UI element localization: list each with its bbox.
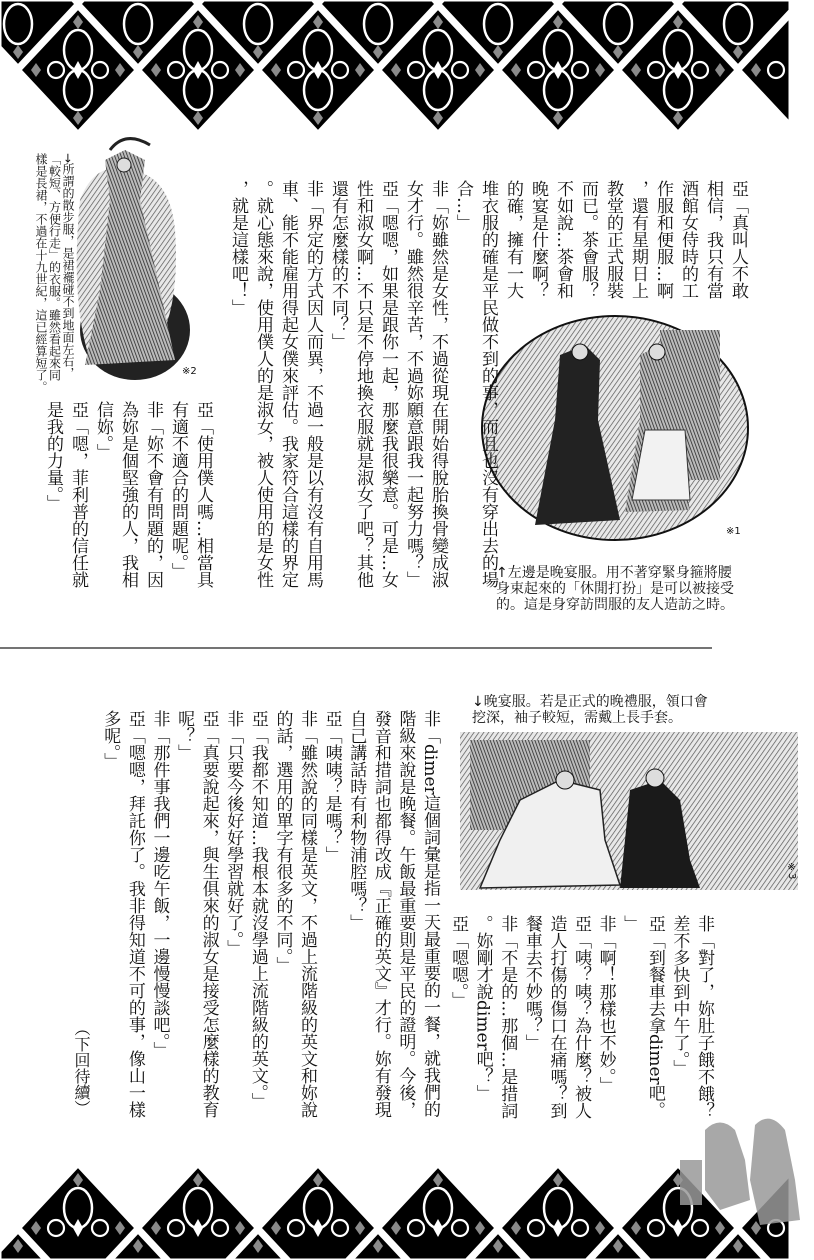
text-line: 有適不適合的問題呢。」 (168, 401, 188, 580)
text-line: 亞「到餐車去拿dimer吧。 (644, 915, 665, 1119)
text-line: 非「雖然說的同樣是英文，不過上流階級的英文和妳說 (297, 710, 318, 1118)
text-line: →所謂的散步服，是裙襬碰不到地面左右， (61, 153, 75, 380)
text-line: ，還有星期日上 (628, 180, 648, 299)
text-line: 的確，擁有一大 (503, 180, 523, 299)
text-line: 。就心態來說，使用僕人的是淑女，被人使用的是女性 (253, 180, 273, 588)
text-line: 教堂的正式服裝 (603, 180, 623, 299)
text-line: 餐車去不妙嗎？」 (521, 915, 542, 1051)
dinner-dress-illustration (460, 732, 798, 890)
dialogue-bottom-left (98, 710, 442, 1118)
caption-dinner-dress (472, 694, 708, 726)
text-line: 信妳。」 (93, 401, 113, 461)
text-line: 相信，我只有當 (703, 180, 723, 299)
text-line: 非「不是的…那個…是措詞 (497, 915, 518, 1119)
text-line: 是我的力量。」 (43, 401, 63, 512)
text-line: 非「只要今後好好學習就好了。」 (223, 710, 244, 957)
walking-dress-illustration (77, 139, 190, 380)
text-line: 階級來說是晚餐。午飯最重要則是平民的證明。今後， (395, 710, 416, 1118)
text-line: 多呢。」 (100, 710, 121, 770)
text-line: 亞「咦咦？是嗎？」 (321, 710, 342, 863)
text-line: 造人打傷的傷口在痛嗎？到 (546, 915, 567, 1119)
text-line: 還有怎麼樣的不同？」 (328, 180, 348, 350)
text-line: 亞「嗯嗯，拜託你了。我非得知道不可的事，像山一樣 (124, 710, 145, 1118)
text-line: 亞「我都不知道…我根本就沒學過上流階級的英文。」 (247, 710, 268, 1110)
text-line: ↓晚宴服。若是正式的晚禮服，領口會 (472, 694, 708, 710)
text-line: 非「妳不會有問題的，因 (143, 401, 163, 588)
text-line: 亞「嗯，菲利普的信任就 (68, 401, 88, 588)
text-line: 亞「真要說起來，與生俱來的淑女是接受怎麼樣的教育 (198, 710, 219, 1118)
text-line: 非「界定的方式因人而異，不過一般是以有沒有自用馬 (303, 180, 323, 588)
text-line: 亞「嗯嗯，如果是跟你一起，那麼我很樂意。可是…女 (378, 180, 398, 588)
text-line: 而已。茶會服？ (578, 180, 598, 299)
text-line: 車、能不能雇用得起女僕來評估。我家符合這樣的界定 (278, 180, 298, 588)
text-line: 酒館女侍時的工 (678, 180, 698, 299)
dialogue-top (225, 180, 750, 588)
text-line: 不如說…茶會和 (553, 180, 573, 299)
text-line: 的話，選用的單字有很多的不同。」 (272, 710, 293, 974)
note-marker-1: ※1 (726, 526, 741, 537)
dialogue-top-left (40, 401, 215, 588)
text-line: 樣是長裙，不過在十九世紀，這已經算短了。 (34, 153, 48, 393)
text-line: 發音和措詞也都得改成『正確的英文』才行。妳有發現 (370, 710, 391, 1118)
text-line: ↑左邊是晚宴服。用不著穿緊身箍將腰 (496, 565, 732, 581)
to-be-continued: （下回待續） (72, 1020, 91, 1116)
text-line: 「較短、方便行走」的衣服。雖然看起來同 (47, 153, 62, 381)
text-line: 呢？」 (174, 710, 195, 761)
text-line: 非「妳雖然是女性，不過從現在開始得脫胎換骨變成淑 (428, 180, 448, 588)
text-line: 非「對了，妳肚子餓不餓？ (694, 915, 714, 1119)
text-line: 差不多快到中午了。」 (669, 915, 690, 1077)
watermark-silhouette (680, 1119, 800, 1225)
text-line: 非「那件事我們一邊吃午飯，一邊慢慢談吧。」 (149, 710, 170, 1059)
text-line: 晚宴是什麼啊？ (528, 180, 548, 299)
text-line: 」 (620, 915, 641, 932)
text-line: 。妳剛才說dimer吧？」 (472, 915, 493, 1102)
text-line: 的。這是身穿訪問服的友人造訪之時。 (496, 597, 734, 613)
text-line: 作服和便服…啊 (653, 180, 673, 299)
text-line: 亞「使用僕人嗎…相當具 (193, 401, 213, 588)
text-line: 挖深，袖子較短，需戴上長手套。 (472, 710, 682, 726)
text-line: 身束起來的「休閒打扮」是可以被接受 (496, 581, 734, 597)
text-line: 亞「嗯嗯。」 (448, 915, 469, 1009)
text-line: 堆衣服的確是平民做不到的事，而且也沒有穿出去的場 (478, 180, 498, 588)
text-line: 非「啊！那樣也不妙。」 (595, 915, 616, 1094)
text-line: 亞「真叫人不敢 (728, 180, 748, 299)
text-line: 合…」 (453, 180, 473, 231)
caption-evening-visit (496, 565, 734, 613)
text-line: 為妳是個堅強的人，我相 (118, 401, 138, 588)
dialogue-bottom-right (445, 915, 716, 1119)
text-line: 自己講話時有利物浦腔嗎？」 (346, 710, 367, 931)
text-line: 亞「咦？咦？為什麼？被人 (571, 915, 592, 1119)
note-marker-2: ※2 (182, 366, 197, 377)
caption-walking-dress (34, 153, 75, 393)
text-line: 女才行。雖然很辛苦，不過妳願意跟我一起努力嗎？」 (403, 180, 423, 588)
text-line: 性和淑女啊…不只是不停地換衣服就是淑女了吧？其他 (353, 180, 373, 588)
text-line: ，就是這樣吧！」 (228, 180, 248, 316)
text-line: 非「dimer這個詞彙是指一天最重要的一餐，就我們的 (420, 710, 440, 1118)
note-marker-3: ※3 (786, 862, 797, 880)
